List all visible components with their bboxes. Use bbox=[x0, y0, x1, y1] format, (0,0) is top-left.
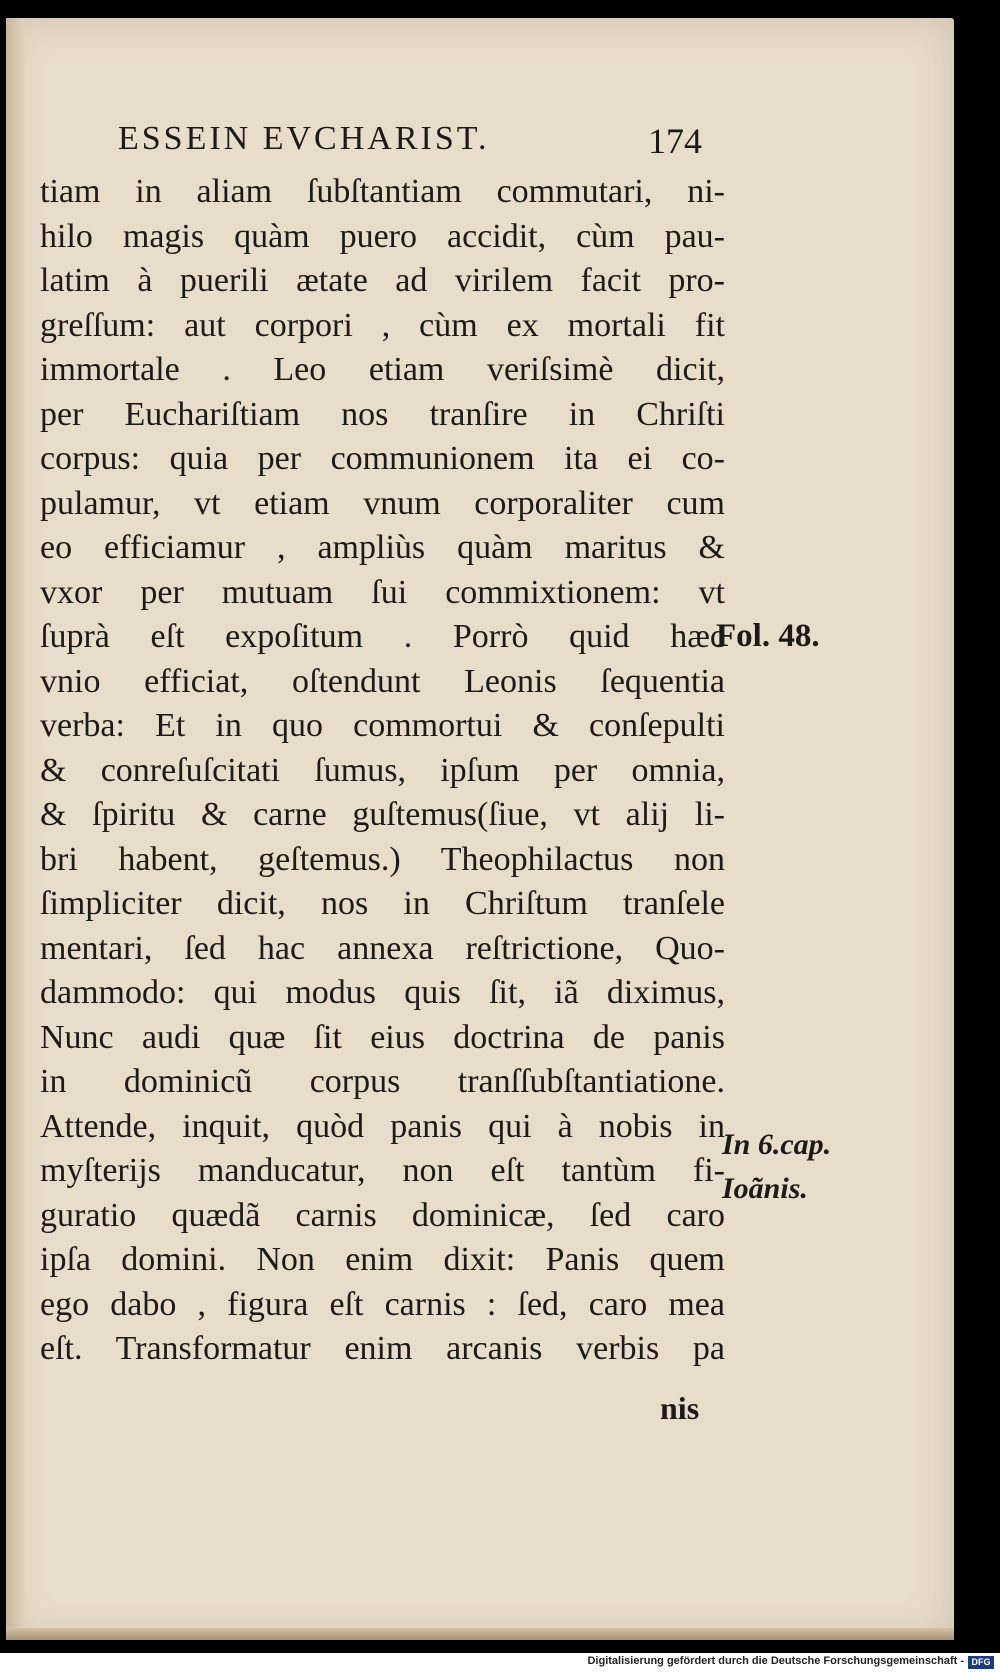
text-line: tiam in aliam ſubſtantiam commutari, ni- bbox=[40, 173, 725, 210]
page-number: 174 bbox=[648, 121, 702, 161]
body-text bbox=[40, 170, 725, 1372]
page-header bbox=[118, 120, 708, 166]
text-line: eſt. Transformatur enim arcanis verbis pa bbox=[40, 1330, 725, 1367]
text-line: vxor per mutuam ſui commixtionem: vt bbox=[40, 573, 725, 611]
marginal-note-line: Ioãnis. bbox=[722, 1172, 808, 1205]
text-line: ego dabo , figura eſt carnis : ſed, caro mea bbox=[40, 1285, 725, 1323]
text-line: & ſpiritu & carne guſtemus(ſiue, vt alij li- bbox=[40, 796, 725, 833]
text-line: bri habent, geſtemus.) Theophilactus non bbox=[40, 840, 725, 878]
text-line: Nunc audi quæ ſit eius doctrina de panis bbox=[40, 1018, 725, 1056]
text-line: Attende, inquit, quòd panis qui à nobis in bbox=[40, 1107, 725, 1145]
text-line: dammodo: qui modus quis ſit, iã diximus, bbox=[40, 974, 725, 1011]
marginal-note-chapter bbox=[722, 1123, 831, 1211]
text-line: myſterijs manducatur, non eſt tantùm fi- bbox=[40, 1152, 725, 1189]
funding-credit: Digitalisierung gefördert durch die Deutsche Forschungsgemeinschaft - bbox=[587, 1655, 964, 1667]
text-line: greſſum: aut corpori , cùm ex mortali fit bbox=[40, 306, 725, 344]
text-line: ſimpliciter dicit, nos in Chriſtum tranſele bbox=[40, 885, 725, 922]
text-line: & conreſuſcitati ſumus, ipſum per omnia, bbox=[40, 751, 725, 789]
text-line: vnio efficiat, oſtendunt Leonis ſequentia bbox=[40, 662, 725, 700]
text-line: ipſa domini. Non enim dixit: Panis quem bbox=[40, 1241, 725, 1278]
text-line: in dominicũ corpus tranſſubſtantiatione. bbox=[40, 1063, 725, 1100]
text-line: per Euchariſtiam nos tranſire in Chriſti bbox=[40, 395, 725, 433]
text-line: guratio quædã carnis dominicæ, ſed caro bbox=[40, 1196, 725, 1234]
text-line: immortale . Leo etiam veriſsimè dicit, bbox=[40, 351, 725, 388]
running-head: ESSEIN EVCHARIST. bbox=[118, 120, 490, 157]
page-gutter-edge bbox=[6, 18, 24, 1640]
dfg-logo-icon: DFG bbox=[968, 1656, 994, 1669]
text-line: verba: Et in quo commortui & conſepulti bbox=[40, 707, 725, 744]
text-line: ſuprà eſt expoſitum . Porrò quid hæc bbox=[40, 618, 725, 655]
catchword: nis bbox=[660, 1390, 700, 1426]
text-line: latim à puerili ætate ad virilem facit pro- bbox=[40, 262, 725, 299]
text-line: corpus: quia per communionem ita ei co- bbox=[40, 440, 725, 477]
footer-bar bbox=[0, 1653, 1000, 1673]
text-line: eo efficiamur , ampliùs quàm maritus & bbox=[40, 529, 725, 566]
text-line: pulamur, vt etiam vnum corporaliter cum bbox=[40, 484, 725, 522]
text-line: mentari, ſed hac annexa reſtrictione, Quo- bbox=[40, 929, 725, 967]
text-line: hilo magis quàm puero accidit, cùm pau- bbox=[40, 217, 725, 255]
marginal-note-folio: Fol. 48. bbox=[716, 618, 820, 654]
marginal-note-line: In 6.cap. bbox=[722, 1128, 832, 1161]
page-bottom-edge bbox=[6, 1628, 954, 1640]
